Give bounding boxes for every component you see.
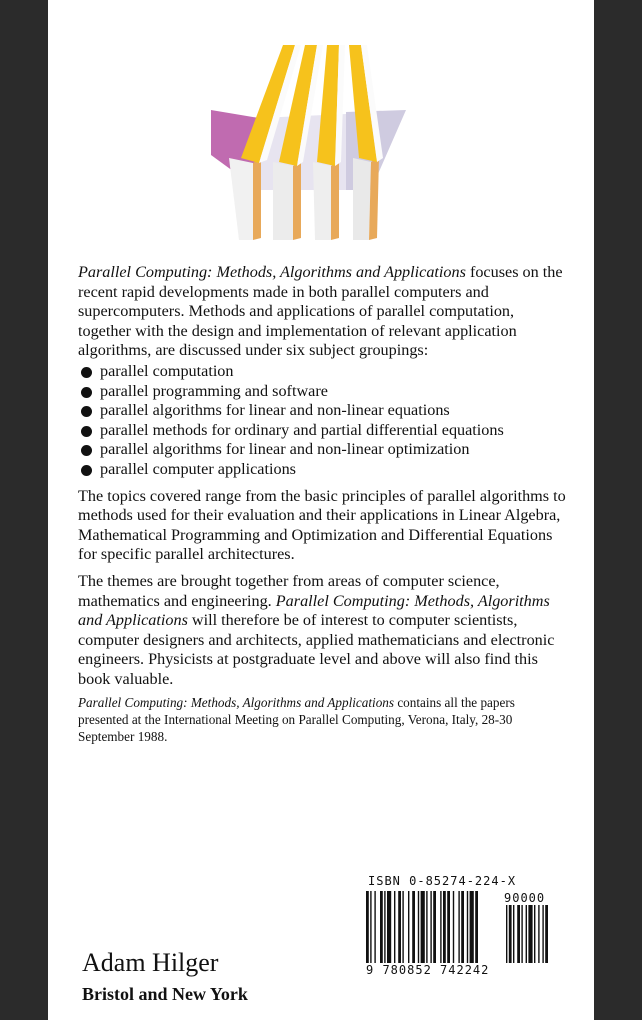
addon-bar xyxy=(513,905,514,963)
list-item: parallel programming and software xyxy=(78,382,568,402)
list-item: parallel computation xyxy=(78,362,568,382)
barcode-bar xyxy=(443,891,446,963)
addon-bar xyxy=(521,905,522,963)
parallel-bars-logo-icon xyxy=(211,40,411,245)
addon-digits: 90000 xyxy=(504,891,546,905)
barcode-bar xyxy=(461,891,464,963)
barcode-bar xyxy=(418,891,419,963)
publisher-name: Adam Hilger xyxy=(82,948,219,977)
barcode-bar xyxy=(374,891,375,963)
topics-paragraph: The topics covered range from the basic principles of parallel algorithms to methods used for their evaluation and their applications in Linear Algebra, Mathematical Programming and Optimization and Differential Equations for specific parallel architectures. xyxy=(78,486,566,564)
description xyxy=(78,263,568,745)
book-title: Parallel Computing: Methods, Algorithms and Applications xyxy=(78,695,395,711)
list-item: parallel computer applications xyxy=(78,460,568,480)
ean-digits: 9 780852 742242 xyxy=(366,963,490,977)
addon-bar xyxy=(538,905,539,963)
themes-paragraph xyxy=(78,572,568,690)
addon-bar xyxy=(542,905,543,963)
barcode-bar xyxy=(440,891,441,963)
list-item: parallel methods for ordinary and partial differential equations xyxy=(78,421,568,441)
barcode-bar xyxy=(394,891,395,963)
list-item: parallel algorithms for linear and non-linear equations xyxy=(78,401,568,421)
back-cover xyxy=(48,0,594,1020)
book-title: Parallel Computing: Methods, Algorithms and Applications xyxy=(78,591,550,630)
barcode-bar xyxy=(433,891,436,963)
barcode-bar xyxy=(430,891,431,963)
themes-text-after: will therefore be of interest to computer scientists, computer designers and architects, applied mathematicians and electronic engineers. Physicists at postgraduate level and above will also find this book valuable. xyxy=(78,611,555,688)
addon-bar xyxy=(517,905,520,963)
barcode-bar xyxy=(470,891,474,963)
proceedings-note xyxy=(78,694,568,745)
barcode-bar xyxy=(387,891,391,963)
barcode-bar xyxy=(366,891,369,963)
addon-bar xyxy=(528,905,532,963)
addon-bar xyxy=(506,905,507,963)
barcode-bar xyxy=(380,891,383,963)
barcode-bar xyxy=(453,891,454,963)
barcode-bar xyxy=(426,891,427,963)
proceedings-text: contains all the papers presented at the International Meeting on Parallel Computing, Verona, Italy, 28-30 September 1988. xyxy=(78,695,515,745)
publisher-block xyxy=(82,948,248,1006)
addon-bar xyxy=(509,905,512,963)
barcode-bar xyxy=(398,891,401,963)
barcode-bar xyxy=(421,891,425,963)
barcode-bar xyxy=(408,891,409,963)
publisher-location: Bristol and New York xyxy=(82,984,248,1004)
barcode-bar xyxy=(412,891,415,963)
barcode-bar xyxy=(384,891,385,963)
barcode-bar xyxy=(458,891,459,963)
barcode-bar xyxy=(370,891,371,963)
list-item: parallel algorithms for linear and non-linear optimization xyxy=(78,440,568,460)
barcode-bar xyxy=(475,891,478,963)
intro-text: focuses on the recent rapid developments made in both parallel computers and supercomputers. Methods and applications of parallel computation, together with the design and implementation of relevant application algorithms, are discussed under six subject groupings: xyxy=(78,263,563,360)
isbn-label: ISBN 0-85274-224-X xyxy=(368,874,517,888)
addon-bar xyxy=(526,905,527,963)
barcode-bar xyxy=(467,891,468,963)
addon-bar xyxy=(545,905,548,963)
barcode-bar xyxy=(402,891,403,963)
barcode-bar xyxy=(447,891,450,963)
book-title: Parallel Computing: Methods, Algorithms and Applications xyxy=(78,263,466,281)
addon-bar xyxy=(534,905,535,963)
intro-paragraph xyxy=(78,263,568,361)
subject-groupings-list xyxy=(78,362,568,480)
themes-text-before: The themes are brought together from areas of computer science, mathematics and engineering. xyxy=(78,571,500,610)
